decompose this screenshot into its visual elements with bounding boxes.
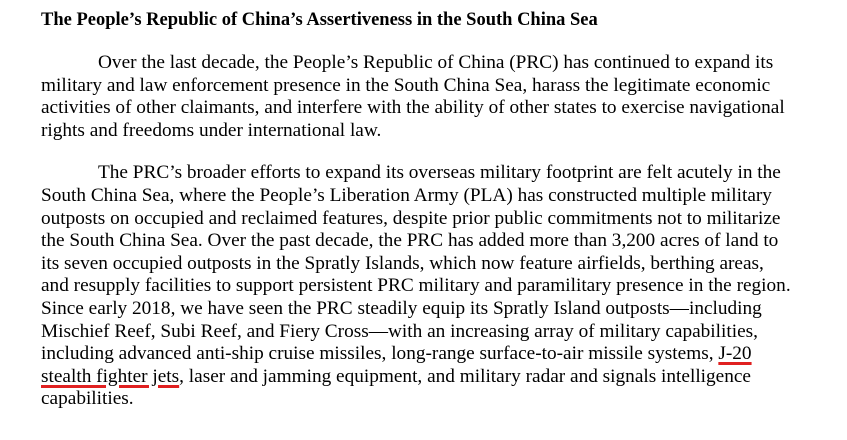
section-heading: The People’s Republic of China’s Assertiveness in the South China Sea bbox=[41, 10, 598, 30]
paragraph-intro bbox=[41, 52, 841, 142]
paragraph-line: Mischief Reef, Subi Reef, and Fiery Cross—with an increasing array of military capabilities, bbox=[41, 320, 758, 342]
paragraph-line: Since early 2018, we have seen the PRC steadily equip its Spratly Island outposts—including bbox=[41, 297, 762, 319]
paragraph-outposts bbox=[41, 162, 841, 411]
paragraph-line: its seven occupied outposts in the Spratly Islands, which now feature airfields, berthing areas, bbox=[41, 252, 764, 274]
paragraph-text: including advanced anti-ship cruise missiles, long-range surface-to-air missile systems, bbox=[41, 343, 719, 365]
paragraph-line: The PRC’s broader efforts to expand its overseas military footprint are felt acutely in the bbox=[98, 162, 781, 184]
paragraph-text: , laser and jamming equipment, and military radar and signals intelligence bbox=[179, 365, 751, 387]
paragraph-line: military and law enforcement presence in the South China Sea, harass the legitimate economic bbox=[41, 74, 771, 96]
paragraph-line: capabilities. bbox=[41, 388, 134, 410]
paragraph-line bbox=[41, 366, 841, 389]
paragraph-line: South China Sea, where the People’s Liberation Army (PLA) has constructed multiple military bbox=[41, 184, 772, 206]
paragraph-line: outposts on occupied and reclaimed features, despite prior public commitments not to militarize bbox=[41, 207, 781, 229]
highlighted-term: J-20 bbox=[718, 343, 752, 365]
paragraph-line: activities of other claimants, and interfere with the ability of other states to exercise navigational bbox=[41, 97, 785, 119]
highlighted-term: stealth fighter jets bbox=[41, 365, 180, 387]
paragraph-line: and resupply facilities to support persistent PRC military and paramilitary presence in the region. bbox=[41, 275, 791, 297]
document-page bbox=[41, 8, 841, 431]
paragraph-line: Over the last decade, the People’s Republic of China (PRC) has continued to expand its bbox=[98, 52, 774, 73]
paragraph-line: rights and freedoms under international law. bbox=[41, 119, 382, 141]
paragraph-line: the South China Sea. Over the past decade, the PRC has added more than 3,200 acres of land to bbox=[41, 230, 779, 252]
paragraph-line bbox=[41, 343, 841, 366]
